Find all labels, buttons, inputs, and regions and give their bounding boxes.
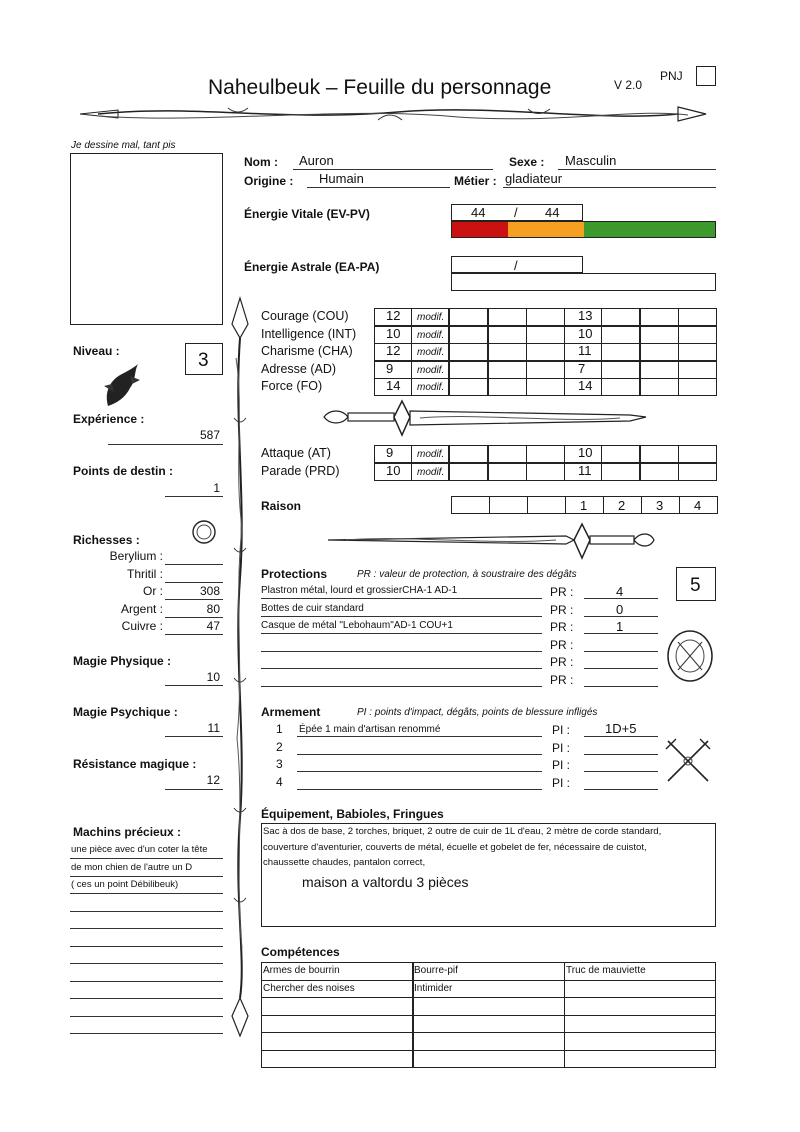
stat-cell[interactable] bbox=[526, 308, 565, 326]
weapon-pi-label: PI : bbox=[552, 723, 571, 737]
ev-separator: / bbox=[514, 205, 518, 220]
stat-cell[interactable] bbox=[640, 361, 679, 379]
raison-label: Raison bbox=[261, 499, 302, 513]
stat-cell[interactable] bbox=[678, 463, 717, 481]
raison-cell[interactable] bbox=[527, 496, 566, 514]
stat-cell[interactable] bbox=[449, 308, 488, 326]
coin-line bbox=[165, 599, 223, 600]
machin-line bbox=[70, 911, 223, 912]
magie-phys-line bbox=[165, 685, 223, 686]
metier-value[interactable]: gladiateur bbox=[505, 171, 563, 186]
experience-value: 587 bbox=[199, 428, 220, 442]
equipement-line: Sac à dos de base, 2 torches, briquet, 2 outre de cuir de 1L d'eau, 2 mètre de corde standard, bbox=[263, 826, 662, 837]
origine-line bbox=[307, 187, 450, 188]
protection-line bbox=[261, 633, 542, 634]
ev-bar-red bbox=[452, 222, 508, 237]
stat-cell[interactable] bbox=[488, 326, 527, 344]
shield-icon bbox=[664, 628, 716, 684]
weapon-number: 2 bbox=[276, 739, 283, 754]
stat-cell[interactable] bbox=[526, 361, 565, 379]
competence-cell[interactable] bbox=[564, 980, 716, 999]
coin-line bbox=[165, 634, 223, 635]
protection-pr-label: PR : bbox=[550, 620, 574, 634]
stat-modif-label: modif. bbox=[417, 449, 445, 460]
stat-cell[interactable] bbox=[601, 445, 640, 463]
weapon-number: 3 bbox=[276, 757, 283, 771]
spear-ornament bbox=[228, 298, 252, 1038]
protection-line bbox=[261, 668, 542, 669]
stat-base-value: 12 bbox=[386, 308, 401, 323]
machin-item[interactable]: ( ces un point Débilibeuk) bbox=[71, 879, 179, 890]
ea-bar bbox=[451, 273, 716, 291]
destin-line bbox=[165, 496, 223, 497]
protection-pr-line bbox=[584, 633, 658, 634]
stat-cell[interactable] bbox=[601, 343, 640, 361]
machin-line bbox=[70, 998, 223, 999]
coin-line bbox=[165, 617, 223, 618]
stat-cell[interactable] bbox=[601, 463, 640, 481]
coin-line bbox=[165, 564, 223, 565]
weapon-line bbox=[297, 789, 542, 790]
armement-note: PI : points d'impact, dégâts, points de blessure infligés bbox=[357, 707, 598, 718]
armement-label: Armement bbox=[261, 705, 321, 719]
competence-text: Chercher des noises bbox=[263, 982, 355, 994]
protections-total: 5 bbox=[690, 575, 701, 596]
raison-cell[interactable] bbox=[489, 496, 528, 514]
stat-total-value: 11 bbox=[578, 343, 592, 358]
pnj-checkbox[interactable] bbox=[696, 66, 716, 86]
protections-note: PR : valeur de protection, à soustraire des dégâts bbox=[357, 569, 577, 580]
stat-cell[interactable] bbox=[449, 378, 488, 396]
ev-max: 44 bbox=[545, 205, 560, 220]
weapon-line bbox=[297, 736, 542, 737]
origine-label: Origine : bbox=[244, 174, 294, 188]
protection-line bbox=[261, 686, 542, 687]
machin-item[interactable]: de mon chien de l'autre un D bbox=[71, 861, 193, 873]
stat-cell[interactable] bbox=[640, 326, 679, 344]
raison-value: 2 bbox=[618, 498, 626, 513]
ev-bar bbox=[451, 221, 716, 238]
stat-cell[interactable] bbox=[678, 378, 717, 396]
raison-cell[interactable] bbox=[451, 496, 490, 514]
machin-line bbox=[70, 1016, 223, 1017]
dragon-icon bbox=[100, 362, 142, 410]
coin-label: Thritil : bbox=[127, 566, 163, 581]
sexe-value[interactable]: Masculin bbox=[565, 153, 617, 168]
protection-pr-value[interactable]: 1 bbox=[616, 619, 624, 634]
nom-line bbox=[293, 169, 493, 170]
coin-label: Cuivre : bbox=[121, 619, 163, 633]
coin-label: Argent : bbox=[120, 601, 163, 616]
protection-line bbox=[261, 651, 542, 652]
raison-value: 3 bbox=[656, 498, 664, 513]
weapon-pi-label: PI : bbox=[552, 775, 571, 790]
protections-label: Protections bbox=[261, 567, 328, 581]
weapon-pi-value[interactable]: 1D+5 bbox=[605, 721, 637, 736]
ev-bar-orange bbox=[508, 222, 584, 237]
portrait-caption: Je dessine mal, tant pis bbox=[71, 140, 176, 151]
stat-cell[interactable] bbox=[449, 343, 488, 361]
magie-psy-value: 11 bbox=[207, 721, 220, 735]
stat-total-value: 7 bbox=[578, 360, 586, 376]
page-title: Naheulbeuk – Feuille du personnage bbox=[208, 76, 552, 99]
stat-modif-label: modif. bbox=[417, 329, 445, 341]
stat-modif-label: modif. bbox=[417, 382, 445, 393]
competence-cell[interactable] bbox=[412, 997, 565, 1016]
sword-ornament-2 bbox=[326, 520, 656, 562]
protection-pr-value[interactable]: 0 bbox=[616, 601, 624, 617]
stat-cell[interactable] bbox=[678, 445, 717, 463]
stat-modif-label: modif. bbox=[417, 347, 445, 358]
protection-pr-value[interactable]: 4 bbox=[616, 584, 624, 599]
stat-cell[interactable] bbox=[526, 326, 565, 344]
competence-text: Truc de mauviette bbox=[566, 965, 646, 976]
protection-pr-line bbox=[584, 668, 658, 669]
weapon-name[interactable]: Épée 1 main d'artisan renommé bbox=[299, 724, 441, 735]
resist-line bbox=[165, 789, 223, 790]
stat-label: Force (FO) bbox=[261, 379, 323, 393]
competence-cell[interactable] bbox=[412, 1050, 565, 1069]
ea-separator: / bbox=[514, 258, 518, 273]
metier-label: Métier : bbox=[454, 174, 497, 188]
sword-ornament-1 bbox=[320, 397, 650, 439]
protection-name[interactable]: Casque de métal "Lebohaum"AD-1 COU+1 bbox=[261, 620, 453, 631]
destin-value: 1 bbox=[213, 481, 220, 495]
coin-value[interactable]: 80 bbox=[206, 601, 220, 616]
stat-total-value: 10 bbox=[578, 325, 593, 341]
magie-psy-line bbox=[165, 736, 223, 737]
stat-base-value: 9 bbox=[386, 445, 394, 460]
stat-modif-label: modif. bbox=[417, 466, 445, 478]
equipement-line: chaussette chaudes, pantalon correct, bbox=[263, 857, 426, 868]
stat-label: Courage (COU) bbox=[261, 309, 349, 323]
stat-cell[interactable] bbox=[488, 361, 527, 379]
coin-label: Or : bbox=[143, 584, 163, 598]
stat-cell[interactable] bbox=[678, 308, 717, 326]
stat-cell[interactable] bbox=[488, 308, 527, 326]
weapon-pi-line bbox=[584, 771, 658, 772]
weapon-pi-label: PI : bbox=[552, 758, 571, 772]
stat-cell[interactable] bbox=[526, 463, 565, 481]
competence-cell[interactable] bbox=[412, 1015, 565, 1034]
coin-icon bbox=[191, 519, 217, 545]
competence-cell[interactable] bbox=[261, 997, 414, 1016]
coin-label: Berylium : bbox=[109, 549, 163, 563]
protection-line bbox=[261, 616, 542, 617]
metier-line bbox=[503, 187, 716, 188]
stat-total-value: 10 bbox=[578, 445, 593, 460]
stat-base-value: 10 bbox=[386, 325, 401, 341]
competence-cell[interactable] bbox=[261, 1015, 414, 1034]
machin-line bbox=[70, 928, 223, 929]
protection-pr-label: PR : bbox=[550, 602, 574, 617]
stat-cell[interactable] bbox=[678, 361, 717, 379]
protection-pr-label: PR : bbox=[550, 672, 574, 687]
stat-cell[interactable] bbox=[640, 463, 679, 481]
stat-cell[interactable] bbox=[640, 308, 679, 326]
competence-cell[interactable] bbox=[412, 1032, 565, 1051]
crossed-weapons-icon bbox=[664, 735, 712, 785]
weapon-line bbox=[297, 771, 542, 772]
stat-label: Attaque (AT) bbox=[261, 446, 331, 460]
machin-line bbox=[70, 858, 223, 859]
stat-cell[interactable] bbox=[601, 361, 640, 379]
experience-line bbox=[108, 444, 223, 445]
weapon-pi-line bbox=[584, 789, 658, 790]
machin-line bbox=[70, 893, 223, 894]
stat-base-value: 10 bbox=[386, 462, 401, 478]
stat-total-value: 13 bbox=[578, 308, 593, 323]
protection-pr-label: PR : bbox=[550, 655, 574, 669]
weapon-pi-line bbox=[584, 754, 658, 755]
stat-label: Parade (PRD) bbox=[261, 463, 340, 478]
ea-label: Énergie Astrale (EA-PA) bbox=[244, 260, 380, 274]
protection-pr-line bbox=[584, 598, 658, 599]
competence-cell[interactable] bbox=[564, 1050, 716, 1069]
weapon-number: 4 bbox=[276, 774, 283, 789]
stat-modif-label: modif. bbox=[417, 312, 445, 323]
resist-value: 12 bbox=[206, 773, 220, 787]
competence-cell[interactable] bbox=[564, 997, 716, 1016]
protection-line bbox=[261, 598, 542, 599]
magie-phys-value: 10 bbox=[206, 670, 220, 684]
magie-phys-label: Magie Physique : bbox=[73, 654, 172, 668]
stat-cell[interactable] bbox=[488, 463, 527, 481]
origine-value[interactable]: Humain bbox=[319, 171, 364, 186]
protection-pr-line bbox=[584, 616, 658, 617]
magie-psy-label: Magie Psychique : bbox=[73, 705, 178, 719]
stat-cell[interactable] bbox=[488, 445, 527, 463]
stat-cell[interactable] bbox=[640, 343, 679, 361]
machin-item[interactable]: une pièce avec d'un coter la tête bbox=[71, 844, 208, 855]
stat-cell[interactable] bbox=[678, 343, 717, 361]
stat-cell[interactable] bbox=[526, 343, 565, 361]
competence-text: Bourre-pif bbox=[414, 965, 458, 976]
ev-label: Énergie Vitale (EV-PV) bbox=[244, 207, 370, 221]
competences-label: Compétences bbox=[261, 945, 340, 959]
portrait-box[interactable] bbox=[70, 153, 223, 325]
competence-text: Armes de bourrin bbox=[263, 965, 340, 976]
niveau-label: Niveau : bbox=[73, 344, 120, 358]
stat-cell[interactable] bbox=[601, 378, 640, 396]
stat-base-value: 9 bbox=[386, 360, 394, 376]
sexe-label: Sexe : bbox=[509, 155, 545, 169]
experience-label: Expérience : bbox=[73, 412, 145, 426]
protection-name[interactable]: Plastron métal, lourd et grossierCHA-1 AD-1 bbox=[261, 585, 458, 596]
weapon-pi-label: PI : bbox=[552, 740, 571, 755]
protection-pr-line bbox=[584, 686, 658, 687]
machin-line bbox=[70, 963, 223, 964]
equipement-label: Équipement, Babioles, Fringues bbox=[261, 807, 444, 821]
nom-value[interactable]: Auron bbox=[299, 153, 334, 168]
raison-value: 1 bbox=[580, 498, 588, 513]
coin-value[interactable]: 308 bbox=[199, 584, 220, 598]
competence-cell[interactable] bbox=[564, 1032, 716, 1051]
machin-line bbox=[70, 876, 223, 877]
pnj-label: PNJ bbox=[660, 69, 683, 83]
stat-cell[interactable] bbox=[640, 445, 679, 463]
protection-pr-line bbox=[584, 651, 658, 652]
version-label: V 2.0 bbox=[614, 78, 643, 92]
stat-cell[interactable] bbox=[678, 326, 717, 344]
weapon-number: 1 bbox=[276, 722, 283, 736]
stat-total-value: 14 bbox=[578, 378, 593, 393]
destin-label: Points de destin : bbox=[73, 464, 174, 478]
competence-text: Intimider bbox=[414, 982, 453, 994]
stat-cell[interactable] bbox=[640, 378, 679, 396]
ev-current: 44 bbox=[471, 205, 486, 220]
competence-cell[interactable] bbox=[261, 1032, 414, 1051]
ev-bar-green bbox=[584, 222, 715, 237]
coin-value[interactable]: 47 bbox=[206, 619, 220, 633]
stat-base-value: 12 bbox=[386, 343, 401, 358]
richesses-label: Richesses : bbox=[73, 533, 140, 547]
machin-line bbox=[70, 946, 223, 947]
stat-cell[interactable] bbox=[449, 361, 488, 379]
machins-label: Machins précieux : bbox=[73, 825, 182, 839]
stat-cell[interactable] bbox=[526, 378, 565, 396]
stat-cell[interactable] bbox=[449, 463, 488, 481]
stat-cell[interactable] bbox=[601, 308, 640, 326]
stat-label: Charisme (CHA) bbox=[261, 344, 353, 358]
sexe-line bbox=[558, 169, 716, 170]
protection-pr-label: PR : bbox=[550, 637, 574, 652]
stat-base-value: 14 bbox=[386, 378, 401, 393]
stat-cell[interactable] bbox=[449, 445, 488, 463]
stat-cell[interactable] bbox=[488, 343, 527, 361]
stat-total-value: 11 bbox=[578, 462, 592, 478]
raison-value: 4 bbox=[694, 498, 702, 513]
stat-cell[interactable] bbox=[488, 378, 527, 396]
coin-line bbox=[165, 582, 223, 583]
stat-cell[interactable] bbox=[526, 445, 565, 463]
resist-label: Résistance magique : bbox=[73, 757, 197, 771]
stat-cell[interactable] bbox=[449, 326, 488, 344]
nom-label: Nom : bbox=[244, 155, 278, 169]
stat-cell[interactable] bbox=[601, 326, 640, 344]
machin-line bbox=[70, 1033, 223, 1034]
niveau-value: 3 bbox=[198, 350, 209, 371]
equipement-line: couverture d'aventurier, couverts de métal, écuelle et gobelet de fer, nécessaire de cuistot, bbox=[263, 841, 647, 853]
equipement-big-text: maison a valtordu 3 pièces bbox=[302, 874, 469, 890]
protection-name[interactable]: Bottes de cuir standard bbox=[261, 602, 364, 614]
stat-modif-label: modif. bbox=[417, 364, 445, 376]
weapon-pi-line bbox=[584, 736, 658, 737]
weapon-line bbox=[297, 754, 542, 755]
stat-label: Adresse (AD) bbox=[261, 361, 337, 376]
competence-cell[interactable] bbox=[564, 1015, 716, 1034]
competence-cell[interactable] bbox=[261, 1050, 414, 1069]
protection-pr-label: PR : bbox=[550, 585, 574, 599]
stat-label: Intelligence (INT) bbox=[261, 326, 357, 341]
header-arrow-ornament bbox=[78, 104, 708, 124]
machin-line bbox=[70, 981, 223, 982]
